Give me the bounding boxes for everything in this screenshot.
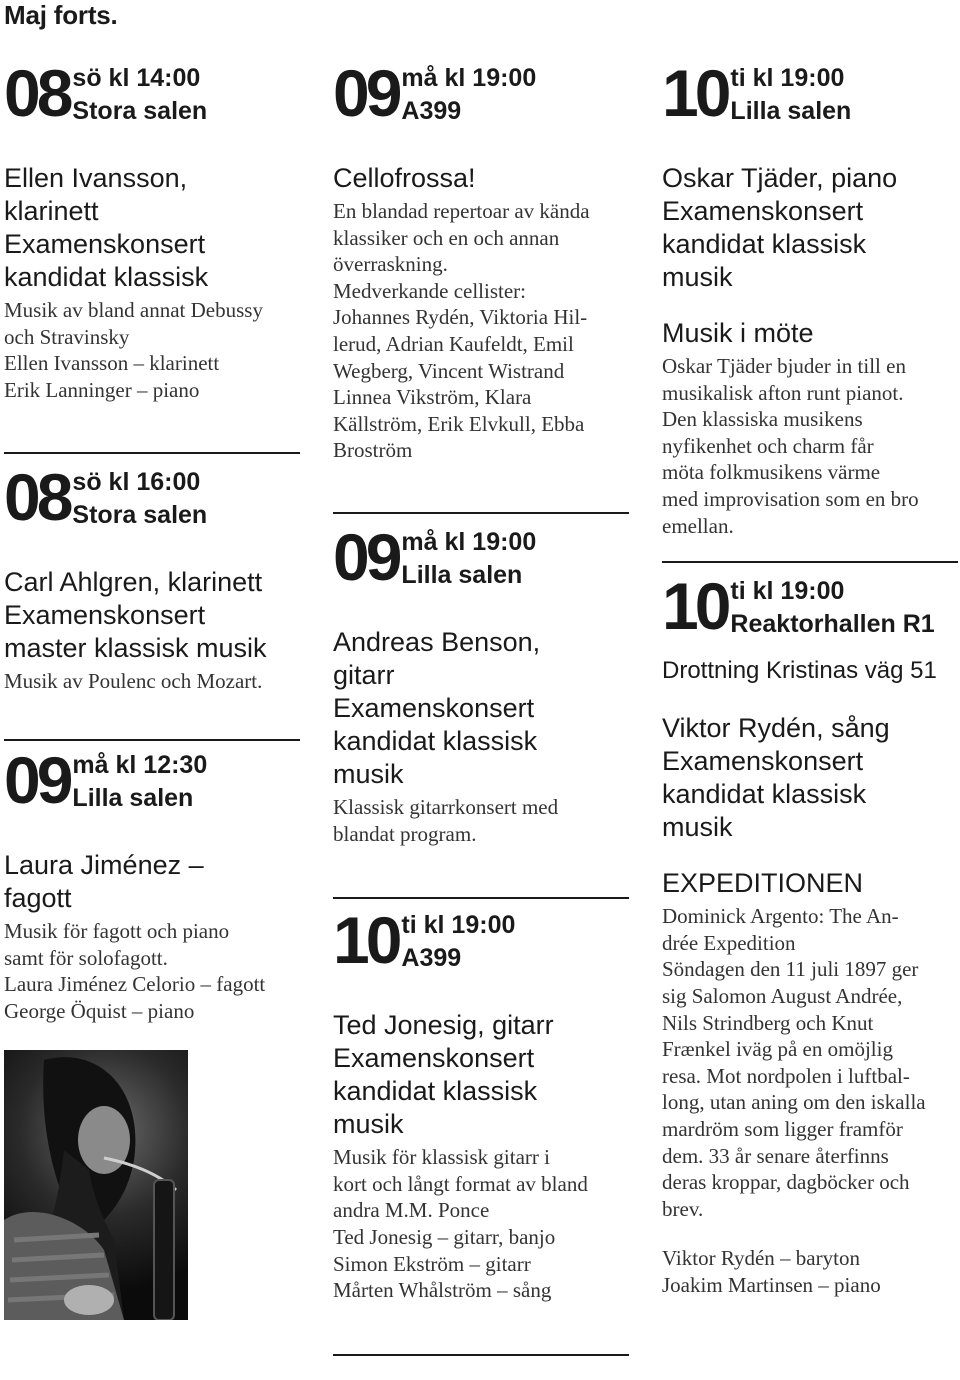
- text-line: Musik för fagott och piano: [4, 918, 230, 943]
- text-line: drée Expedition: [662, 930, 796, 955]
- event-venue: Reaktorhallen R1: [730, 610, 935, 639]
- text-line: gitarr: [333, 659, 395, 690]
- text-line: dem. 33 år senare återfinns: [662, 1143, 889, 1168]
- text-line: Examenskonsert: [333, 692, 535, 723]
- column-2: [333, 58, 631, 1356]
- text-line: klarinett: [4, 196, 99, 226]
- text-line: emellan.: [662, 513, 734, 538]
- text-line: Cellofrossa!: [333, 163, 476, 193]
- text-line: Laura Jiménez Celorio – fagott: [4, 972, 266, 997]
- text-line: master klassisk musik: [4, 633, 267, 664]
- text-line: Medverkande cellister:: [333, 278, 526, 303]
- event-time: ti kl 19:00: [730, 577, 845, 606]
- text-line: Examenskonsert: [333, 1043, 535, 1074]
- text-line: resa. Mot nordpolen i luftbal-: [662, 1063, 910, 1088]
- text-line: Broström: [333, 438, 413, 463]
- event-title: [333, 1009, 631, 1141]
- text-line: musik: [662, 262, 733, 292]
- event-title: [662, 162, 960, 294]
- event-description: [662, 353, 960, 539]
- text-line: kandidat klassisk: [333, 1076, 538, 1107]
- text-line: nyfikenhet och charm får: [662, 433, 874, 458]
- event-description: [4, 297, 304, 403]
- text-line: Examenskonsert: [662, 196, 864, 226]
- event-day: 09: [333, 56, 399, 130]
- event-day: 08: [4, 460, 70, 535]
- event-time: må kl 19:00: [401, 527, 537, 556]
- event-subtitle: [662, 317, 960, 350]
- text-line: Viktor Rydén, sång: [662, 713, 890, 744]
- event-time: må kl 12:30: [72, 750, 208, 779]
- event-venue: Stora salen: [72, 501, 208, 530]
- event-venue: Lilla salen: [72, 783, 194, 812]
- text-line: sig Salomon August Andrée,: [662, 983, 903, 1008]
- event-card: [333, 58, 631, 464]
- text-line: long, utan aning om den iskalla: [662, 1090, 926, 1115]
- event-description: [4, 918, 304, 1024]
- divider: [662, 561, 958, 563]
- text-line: Dominick Argento: The An-: [662, 904, 899, 929]
- event-card: [333, 905, 631, 1304]
- event-day: 10: [662, 569, 728, 644]
- text-line: Examenskonsert: [662, 746, 864, 777]
- divider: [333, 1354, 629, 1356]
- text-line: Klassisk gitarrkonsert med: [333, 794, 559, 819]
- text-line: Nils Strindberg och Knut: [662, 1010, 874, 1035]
- event-time: sö kl 14:00: [72, 64, 201, 92]
- event-subtitle: [662, 867, 960, 900]
- text-line: fagott: [4, 882, 72, 913]
- text-line: andra M.M. Ponce: [333, 1198, 490, 1223]
- event-description: [662, 903, 960, 1222]
- text-line: En blandad repertoar av kända: [333, 199, 590, 223]
- divider: [333, 897, 629, 899]
- text-line: Simon Ekström – gitarr: [333, 1251, 531, 1276]
- event-card: [4, 742, 304, 1024]
- text-line: Ellen Ivansson – klarinett: [4, 351, 220, 376]
- text-line: med improvisation som en bro: [662, 486, 919, 511]
- event-card: [333, 519, 631, 847]
- text-line: Oskar Tjäder bjuder in till en: [662, 354, 906, 378]
- event-description: [4, 668, 304, 695]
- page-heading: Maj forts.: [4, 0, 118, 30]
- event-title: [4, 566, 304, 665]
- text-line: kandidat klassisk: [662, 229, 867, 259]
- text-line: Viktor Rydén – baryton: [662, 1246, 860, 1271]
- text-line: Frænkel iväg på en omöjlig: [662, 1037, 893, 1062]
- divider: [4, 452, 300, 454]
- event-time: ti kl 19:00: [730, 64, 845, 92]
- text-line: Joakim Martinsen – piano: [662, 1272, 881, 1297]
- event-venue: Lilla salen: [401, 560, 523, 589]
- text-line: Musik i möte: [662, 318, 814, 348]
- text-line: kandidat klassisk: [4, 262, 209, 292]
- event-day: 10: [662, 56, 728, 130]
- text-line: mardröm som ligger framför: [662, 1116, 903, 1141]
- event-date-row: [4, 742, 304, 817]
- text-line: samt för solofagott.: [4, 945, 168, 970]
- text-line: Examenskonsert: [4, 229, 206, 259]
- event-venue: A399: [401, 97, 462, 125]
- text-line: Den klassiska musikens: [662, 407, 863, 432]
- event-date-row: [333, 58, 631, 128]
- text-line: Musik för klassisk gitarr i: [333, 1145, 550, 1170]
- text-line: Källström, Erik Elvkull, Ebba: [333, 411, 585, 436]
- event-title: [4, 162, 304, 294]
- text-line: Ellen Ivansson,: [4, 163, 188, 193]
- text-line: Musik av bland annat Debussy: [4, 298, 263, 322]
- event-description: [333, 1144, 631, 1304]
- text-line: musikalisk afton runt pianot.: [662, 380, 904, 405]
- text-line: Wegberg, Vincent Wistrand: [333, 358, 565, 383]
- text-line: och Stravinsky: [4, 324, 130, 349]
- text-line: blandat program.: [333, 821, 477, 846]
- text-line: Andreas Benson,: [333, 626, 541, 657]
- text-line: Erik Lanninger – piano: [4, 377, 200, 402]
- text-line: klassiker och en och annan: [333, 225, 560, 250]
- event-venue: Stora salen: [72, 97, 208, 125]
- text-line: Carl Ahlgren, klarinett: [4, 567, 263, 598]
- text-line: möta folkmusikens värme: [662, 460, 881, 485]
- event-venue: A399: [401, 944, 462, 973]
- text-line: musik: [662, 812, 733, 843]
- event-time: må kl 19:00: [401, 64, 537, 92]
- text-line: Linnea Vikström, Klara: [333, 385, 532, 410]
- text-line: Mårten Whålström – sång: [333, 1278, 552, 1303]
- event-title: [662, 712, 960, 844]
- text-line: överraskning.: [333, 252, 448, 277]
- text-line: Johannes Rydén, Viktoria Hil-: [333, 305, 588, 330]
- event-description: [333, 794, 631, 847]
- event-card: [662, 571, 960, 1298]
- event-day: 10: [333, 903, 399, 978]
- text-line: kandidat klassisk: [333, 725, 538, 756]
- event-time: sö kl 16:00: [72, 468, 201, 497]
- text-line: Oskar Tjäder, piano: [662, 163, 898, 193]
- text-line: Musik av Poulenc och Mozart.: [4, 669, 263, 694]
- text-line: deras kroppar, dagböcker och: [662, 1170, 910, 1195]
- text-line: EXPEDITIONEN: [662, 868, 864, 899]
- event-date-row: [662, 58, 960, 128]
- event-title: [333, 626, 631, 791]
- event-performers: [662, 1245, 960, 1298]
- event-date-row: [333, 903, 631, 978]
- event-day: 08: [4, 56, 70, 130]
- text-line: brev.: [662, 1196, 704, 1221]
- text-line: Laura Jiménez –: [4, 849, 204, 880]
- text-line: lerud, Adrian Kaufeldt, Emil: [333, 331, 574, 356]
- event-address: Drottning Kristinas väg 51: [662, 657, 937, 685]
- event-time: ti kl 19:00: [401, 911, 516, 940]
- event-card: [4, 58, 304, 403]
- text-line: musik: [333, 1109, 404, 1140]
- text-line: Examenskonsert: [4, 600, 206, 631]
- bassoonist-illustration: [4, 1050, 188, 1320]
- text-line: George Öquist – piano: [4, 998, 195, 1023]
- text-line: Söndagen den 11 juli 1897 ger: [662, 957, 919, 982]
- event-date-row: [662, 569, 960, 644]
- event-card: [4, 462, 304, 695]
- event-date-row: [4, 58, 304, 128]
- text-line: kort och långt format av bland: [333, 1171, 588, 1196]
- event-day: 09: [4, 742, 70, 817]
- text-line: Ted Jonesig, gitarr: [333, 1010, 554, 1041]
- text-line: kandidat klassisk: [662, 779, 867, 810]
- event-date-row: [4, 460, 304, 535]
- divider: [333, 512, 629, 514]
- event-venue: Lilla salen: [730, 97, 852, 125]
- divider: [4, 739, 300, 741]
- bassoonist-photo: [4, 1050, 188, 1320]
- event-date-row: [333, 519, 631, 594]
- column-1: [4, 58, 304, 1024]
- event-day: 09: [333, 519, 399, 594]
- text-line: Ted Jonesig – gitarr, banjo: [333, 1224, 556, 1249]
- column-3: [662, 58, 960, 1298]
- event-card: [662, 58, 960, 539]
- event-title: [4, 849, 304, 915]
- event-description: [333, 198, 631, 464]
- text-line: musik: [333, 758, 404, 789]
- event-title: [333, 162, 631, 195]
